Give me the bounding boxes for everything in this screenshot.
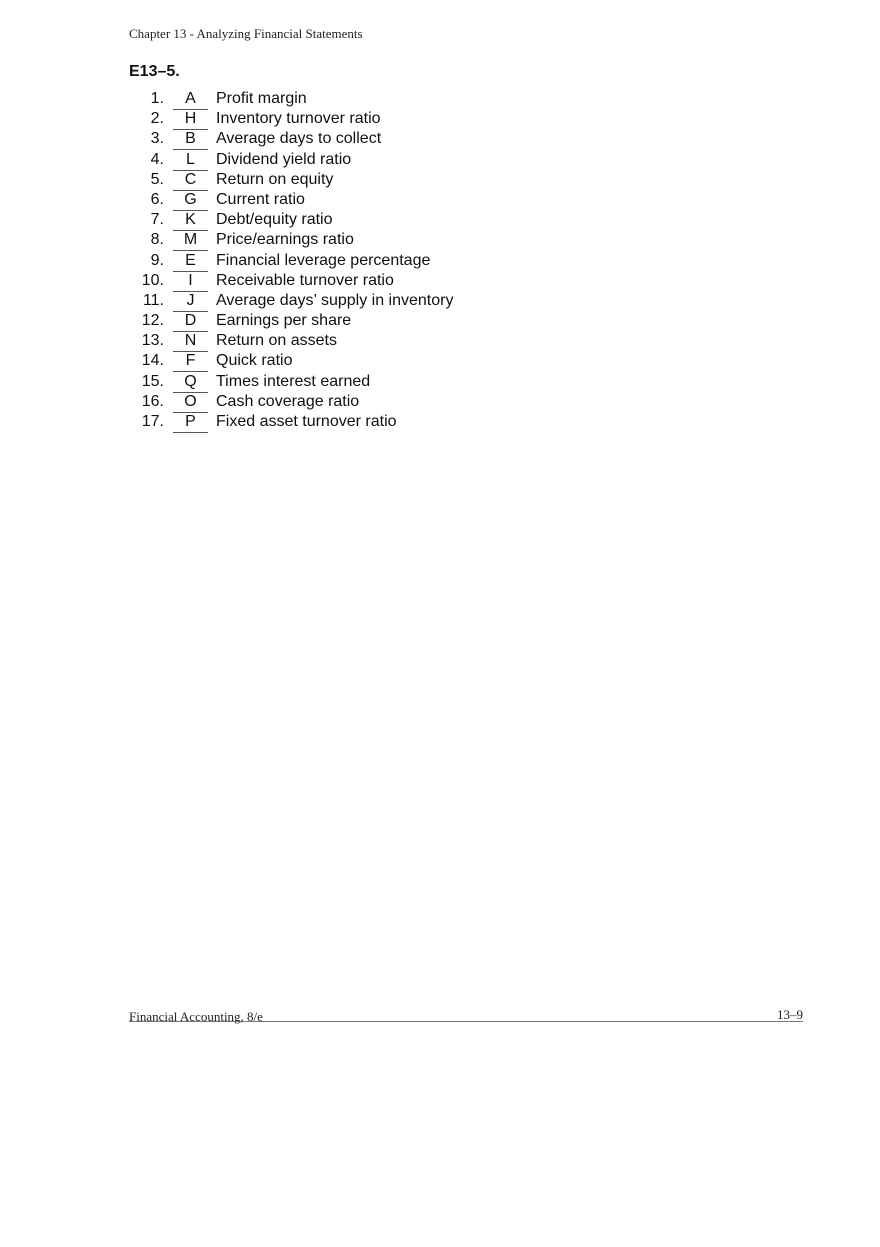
item-number: 15. bbox=[141, 372, 164, 390]
item-number: 1. bbox=[150, 90, 164, 107]
item-number: 16. bbox=[141, 392, 164, 410]
ratio-term: Inventory turnover ratio bbox=[216, 110, 381, 128]
answer-letter: O bbox=[173, 392, 208, 413]
ratio-term: Receivable turnover ratio bbox=[216, 271, 394, 289]
answer-letter: B bbox=[173, 129, 208, 150]
ratio-term: Average days to collect bbox=[216, 130, 382, 148]
item-number: 14. bbox=[141, 352, 164, 370]
item-number: 5. bbox=[150, 170, 164, 188]
ratio-term: Return on equity bbox=[216, 170, 334, 188]
answer-letter: J bbox=[173, 291, 208, 312]
item-number: 8. bbox=[150, 231, 164, 249]
answer-letter: A bbox=[173, 89, 208, 110]
footer-rule bbox=[129, 1021, 803, 1022]
answer-letter: M bbox=[173, 230, 208, 251]
page-header: Chapter 13 - Analyzing Financial Statements bbox=[129, 26, 363, 41]
item-number: 11. bbox=[142, 291, 164, 309]
ratio-term: Price/earnings ratio bbox=[216, 231, 354, 249]
item-number: 7. bbox=[150, 211, 164, 229]
exercise-title: E13–5. bbox=[129, 63, 180, 80]
footer-book-title: Financial Accounting, 8/e bbox=[129, 1009, 263, 1024]
item-number: 4. bbox=[150, 150, 164, 168]
ratio-term: Financial leverage percentage bbox=[216, 251, 431, 269]
answer-letter: D bbox=[173, 311, 208, 332]
ratio-term: Average days’ supply in inventory bbox=[216, 291, 454, 309]
item-number: 13. bbox=[141, 332, 164, 350]
item-number: 9. bbox=[150, 251, 164, 269]
ratio-term: Quick ratio bbox=[216, 352, 293, 370]
ratio-term: Cash coverage ratio bbox=[216, 392, 360, 410]
ratio-term: Dividend yield ratio bbox=[216, 150, 352, 168]
item-number: 12. bbox=[141, 312, 164, 330]
ratio-term: Profit margin bbox=[216, 90, 307, 107]
item-number: 6. bbox=[150, 190, 164, 208]
ratio-term: Current ratio bbox=[216, 190, 305, 208]
ratio-term: Earnings per share bbox=[216, 312, 352, 330]
answer-letter: N bbox=[173, 331, 208, 352]
answer-letter: Q bbox=[173, 372, 208, 393]
item-number: 2. bbox=[150, 110, 164, 128]
item-number: 17. bbox=[141, 413, 164, 430]
answer-letter: E bbox=[173, 251, 208, 272]
ratio-term: Return on assets bbox=[216, 332, 337, 350]
item-number: 3. bbox=[150, 130, 164, 148]
answer-letter: F bbox=[173, 351, 208, 372]
answer-letter: G bbox=[173, 190, 208, 211]
ratio-term: Fixed asset turnover ratio bbox=[216, 413, 397, 430]
answer-letter: H bbox=[173, 109, 208, 130]
answer-letter: K bbox=[173, 210, 208, 231]
answer-letter: L bbox=[173, 150, 208, 171]
ratio-term: Debt/equity ratio bbox=[216, 211, 333, 229]
item-number: 10. bbox=[141, 271, 164, 289]
answer-letter: I bbox=[173, 271, 208, 292]
ratio-term: Times interest earned bbox=[216, 372, 371, 390]
footer-page-number: 13–9 bbox=[777, 1007, 803, 1022]
answer-letter: C bbox=[173, 170, 208, 191]
answer-letter: P bbox=[173, 412, 208, 433]
